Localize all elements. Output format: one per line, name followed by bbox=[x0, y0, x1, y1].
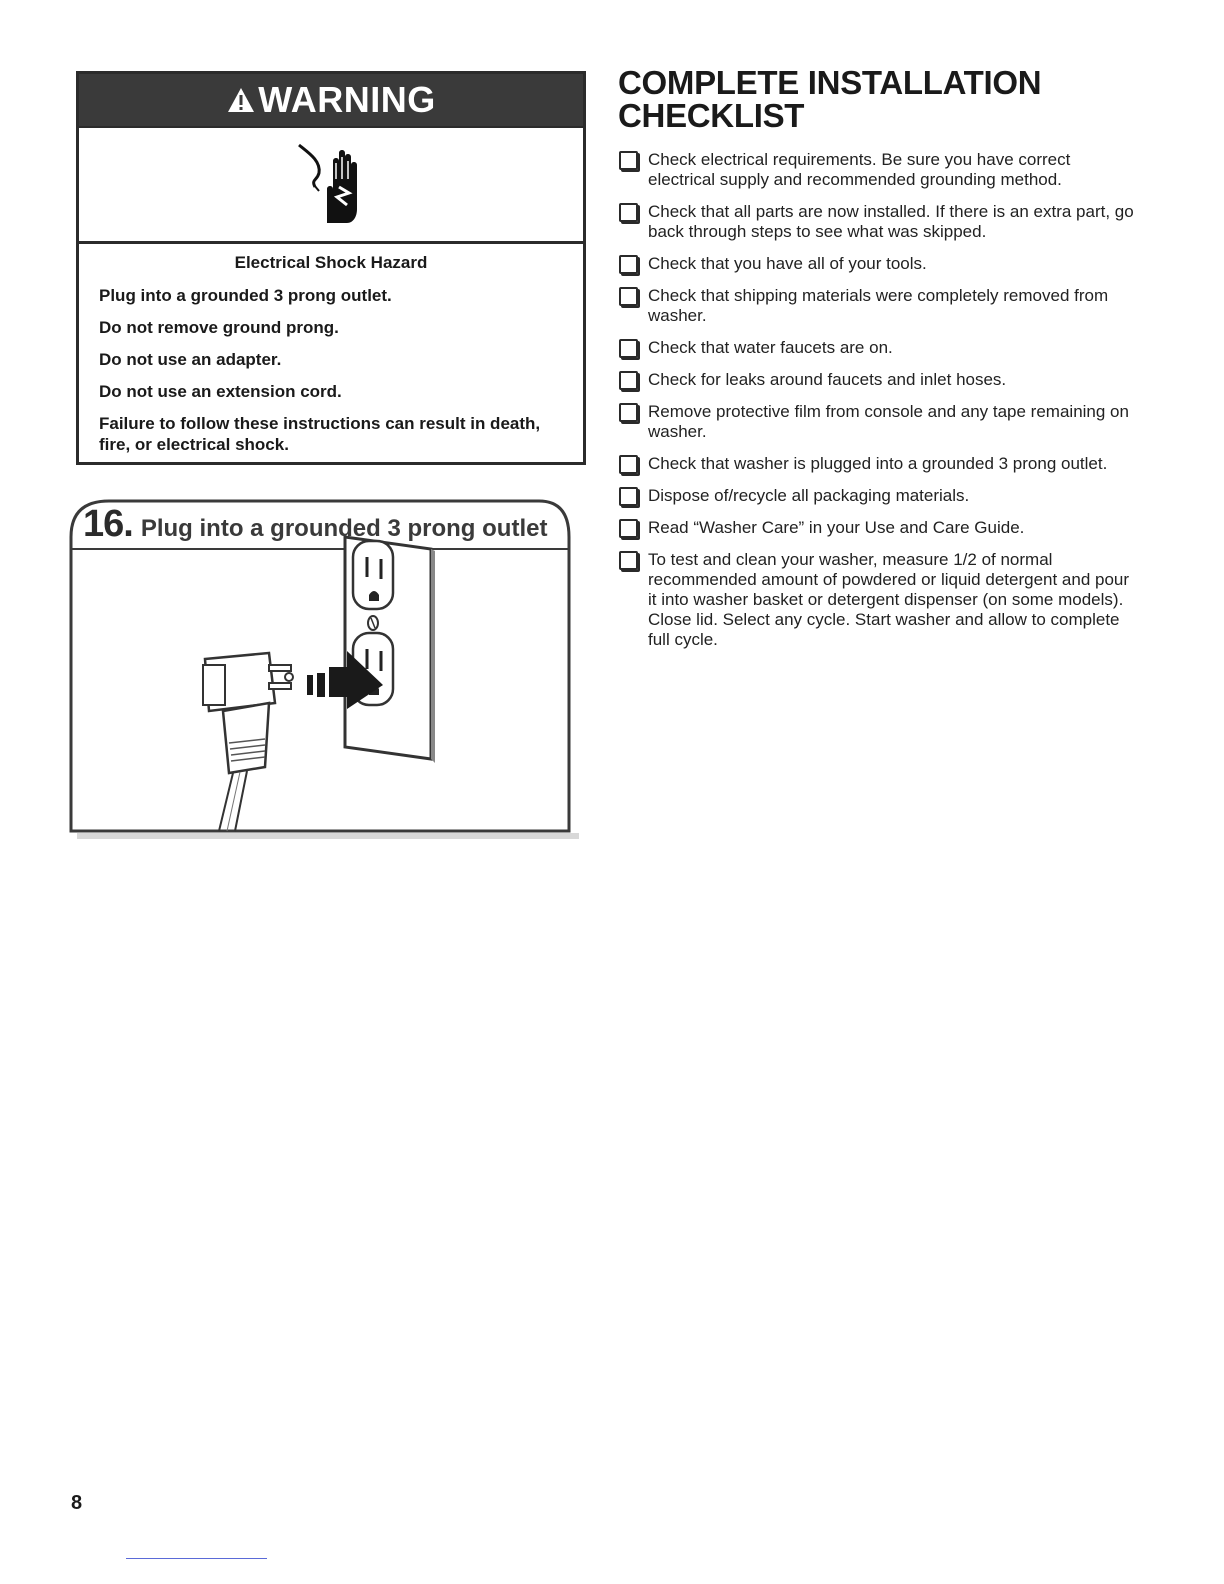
checklist-item-text: Read “Washer Care” in your Use and Care Guide. bbox=[648, 518, 1025, 537]
electrical-shock-hand-icon bbox=[281, 135, 381, 235]
checkbox[interactable] bbox=[619, 371, 638, 390]
warning-line: Do not remove ground prong. bbox=[99, 318, 339, 337]
checkbox[interactable] bbox=[619, 287, 638, 306]
checklist-item-text: Check that shipping materials were completely removed from washer. bbox=[648, 286, 1109, 325]
checklist-item-text: To test and clean your washer, measure 1/2 of normal recommended amount of powdered or liquid detergent and pour it into washer basket or detergent dispenser (on some models). Close lid. Select any cycle. Start washer and allow to complete full cycle. bbox=[648, 550, 1130, 649]
checklist-item bbox=[618, 286, 1138, 326]
checklist-item-text: Check that washer is plugged into a grounded 3 prong outlet. bbox=[648, 454, 1108, 473]
checklist-item bbox=[618, 150, 1138, 190]
checkbox[interactable] bbox=[619, 455, 638, 474]
checkbox[interactable] bbox=[619, 255, 638, 274]
checklist-item bbox=[618, 370, 1138, 390]
checklist-item bbox=[618, 454, 1138, 474]
warning-icon-area bbox=[79, 128, 583, 244]
checklist-item bbox=[618, 518, 1138, 538]
checklist-title-line1: COMPLETE INSTALLATION bbox=[618, 64, 1042, 101]
checkbox[interactable] bbox=[619, 519, 638, 538]
warning-text bbox=[79, 244, 583, 455]
checklist-item-text: Check electrical requirements. Be sure you have correct electrical supply and recommended grounding method. bbox=[648, 150, 1071, 189]
plug-outlet-illustration bbox=[69, 497, 581, 843]
page-number: 8 bbox=[71, 1492, 83, 1514]
checklist-item bbox=[618, 202, 1138, 242]
warning-triangle-icon bbox=[226, 86, 256, 114]
checklist-item bbox=[618, 486, 1138, 506]
step-number: 16. bbox=[83, 503, 133, 545]
warning-box bbox=[76, 71, 586, 465]
warning-line: Do not use an adapter. bbox=[99, 350, 282, 369]
checklist-item-text: Check that you have all of your tools. bbox=[648, 254, 927, 273]
checklist-item-text: Check for leaks around faucets and inlet hoses. bbox=[648, 370, 1007, 389]
warning-label: WARNING bbox=[258, 79, 436, 120]
checklist-item bbox=[618, 254, 1138, 274]
step-16-figure bbox=[69, 497, 571, 833]
warning-header bbox=[79, 74, 583, 128]
checklist-item-text: Dispose of/recycle all packaging materials. bbox=[648, 486, 970, 505]
installation-checklist bbox=[618, 150, 1138, 662]
checklist-item-text: Check that water faucets are on. bbox=[648, 338, 893, 357]
step-title bbox=[83, 503, 547, 546]
checkbox[interactable] bbox=[619, 151, 638, 170]
checkbox[interactable] bbox=[619, 403, 638, 422]
checkbox[interactable] bbox=[619, 551, 638, 570]
checklist-title-line2: CHECKLIST bbox=[618, 97, 805, 134]
footer-rule bbox=[126, 1558, 267, 1559]
checkbox[interactable] bbox=[619, 487, 638, 506]
hazard-title: Electrical Shock Hazard bbox=[234, 253, 428, 272]
warning-line: Failure to follow these instructions can result in death, fire, or electrical shock. bbox=[99, 414, 541, 454]
warning-line: Do not use an extension cord. bbox=[99, 382, 342, 401]
checkbox[interactable] bbox=[619, 203, 638, 222]
checklist-item bbox=[618, 550, 1138, 650]
checklist-item-text: Remove protective film from console and any tape remaining on washer. bbox=[648, 402, 1129, 441]
checklist-item bbox=[618, 402, 1138, 442]
checkbox[interactable] bbox=[619, 339, 638, 358]
checklist-title bbox=[618, 66, 1041, 132]
step-title-text: Plug into a grounded 3 prong outlet bbox=[140, 515, 548, 542]
checklist-item-text: Check that all parts are now installed. If there is an extra part, go back through steps to see what was skipped. bbox=[648, 202, 1134, 241]
warning-line: Plug into a grounded 3 prong outlet. bbox=[99, 286, 392, 305]
checklist-item bbox=[618, 338, 1138, 358]
